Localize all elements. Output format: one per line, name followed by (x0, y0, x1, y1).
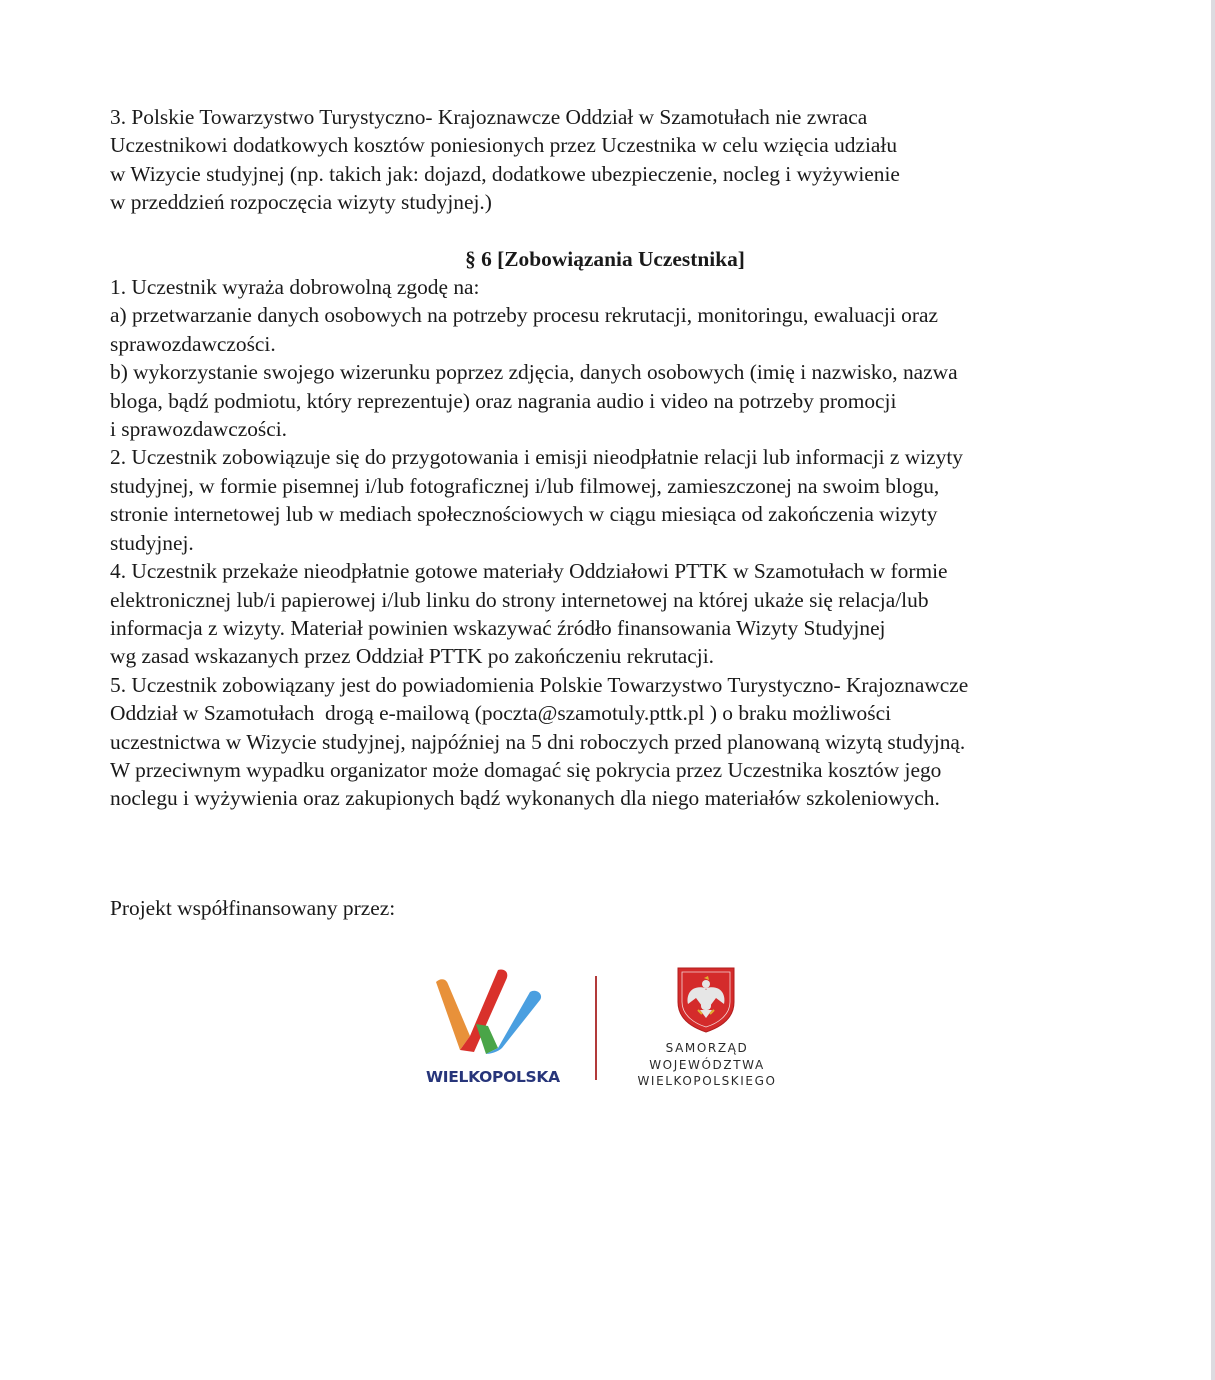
paragraph-line: uczestnictwa w Wizycie studyjnej, najpóźniej na 5 dni roboczych przed planowaną wizytą studyjną. (110, 729, 966, 754)
paragraph-line: 5. Uczestnik zobowiązany jest do powiadomienia Polskie Towarzystwo Turystyczno- Krajoznawcze (110, 672, 969, 697)
paragraph-line: sprawozdawczości. (110, 331, 276, 356)
paragraph-line: 2. Uczestnik zobowiązuje się do przygotowania i emisji nieodpłatnie relacji lub informacji z wizyty (110, 445, 963, 470)
samorzad-line: WOJEWÓDZTWA (649, 1057, 765, 1072)
paragraph-line: studyjnej, w formie pisemnej i/lub fotograficznej i/lub filmowej, zamieszczonej na swoim blogu, (110, 473, 940, 498)
paragraph-line: 4. Uczestnik przekaże nieodpłatnie gotowe materiały Oddziałowi PTTK w Szamotułach w formie (110, 559, 948, 584)
eagle-crest-icon (676, 966, 736, 1034)
section-heading: § 6 [Zobowiązania Uczestnika] (465, 246, 745, 271)
paragraph-line: b) wykorzystanie swojego wizerunku poprzez zdjęcia, danych osobowych (imię i nazwisko, nazwa (110, 360, 958, 385)
paragraph-line: 3. Polskie Towarzystwo Turystyczno- Krajoznawcze Oddział w Szamotułach nie zwraca (110, 105, 868, 129)
wielkopolska-logo-text: WIELKOPOLSKA (426, 1068, 560, 1086)
funded-by-label: Projekt współfinansowany przez: (110, 896, 396, 920)
paragraph-line: w Wizycie studyjnej (np. takich jak: dojazd, dodatkowe ubezpieczenie, nocleg i wyżywienie (110, 161, 900, 186)
paragraph-line: 1. Uczestnik wyraża dobrowolną zgodę na: (110, 275, 480, 300)
wielkopolska-w-logo-icon (430, 966, 548, 1058)
paragraph-line: elektronicznej lub/i papierowej i/lub linku do strony internetowej na której ukaże się relacja/lub (110, 587, 929, 612)
paragraph-line: noclegu i wyżywienia oraz zakupionych bądź wykonanych dla niego materiałów szkoleniowych. (110, 786, 940, 811)
paragraph-line: a) przetwarzanie danych osobowych na potrzeby procesu rekrutacji, monitoringu, ewaluacji oraz (110, 303, 938, 328)
paragraph-line: i sprawozdawczości. (110, 417, 287, 442)
samorzad-line: SAMORZĄD (665, 1041, 749, 1055)
document-body (110, 103, 1110, 813)
paragraph-line: w przeddzień rozpoczęcia wizyty studyjnej.) (110, 190, 492, 215)
paragraph-line: bloga, bądź podmiotu, który reprezentuje) oraz nagrania audio i video na potrzeby promocji (110, 388, 897, 413)
logo-divider (595, 976, 597, 1080)
samorzad-line: WIELKOPOLSKIEGO (637, 1074, 777, 1088)
paragraph-line: wg zasad wskazanych przez Oddział PTTK po zakończeniu rekrutacji. (110, 644, 715, 669)
paragraph-line: stronie internetowej lub w mediach społecznościowych w ciągu miesiąca od zakończenia wizyty (110, 502, 938, 527)
paragraph-line: Uczestnikowi dodatkowych kosztów poniesionych przez Uczestnika w celu wzięcia udziału (110, 133, 898, 158)
paragraph-line: W przeciwnym wypadku organizator może domagać się pokrycia przez Uczestnika kosztów jego (110, 757, 942, 782)
sponsor-logos (420, 962, 800, 1092)
paragraph-line: informacja z wizyty. Materiał powinien wskazywać źródło finansowania Wizyty Studyjnej (110, 615, 886, 640)
samorzad-logo-text (620, 1040, 794, 1090)
paragraph-line: Oddział w Szamotułach drogą e-mailową (poczta@szamotuly.pttk.pl ) o braku możliwości (110, 701, 892, 726)
paragraph-line: studyjnej. (110, 530, 194, 555)
